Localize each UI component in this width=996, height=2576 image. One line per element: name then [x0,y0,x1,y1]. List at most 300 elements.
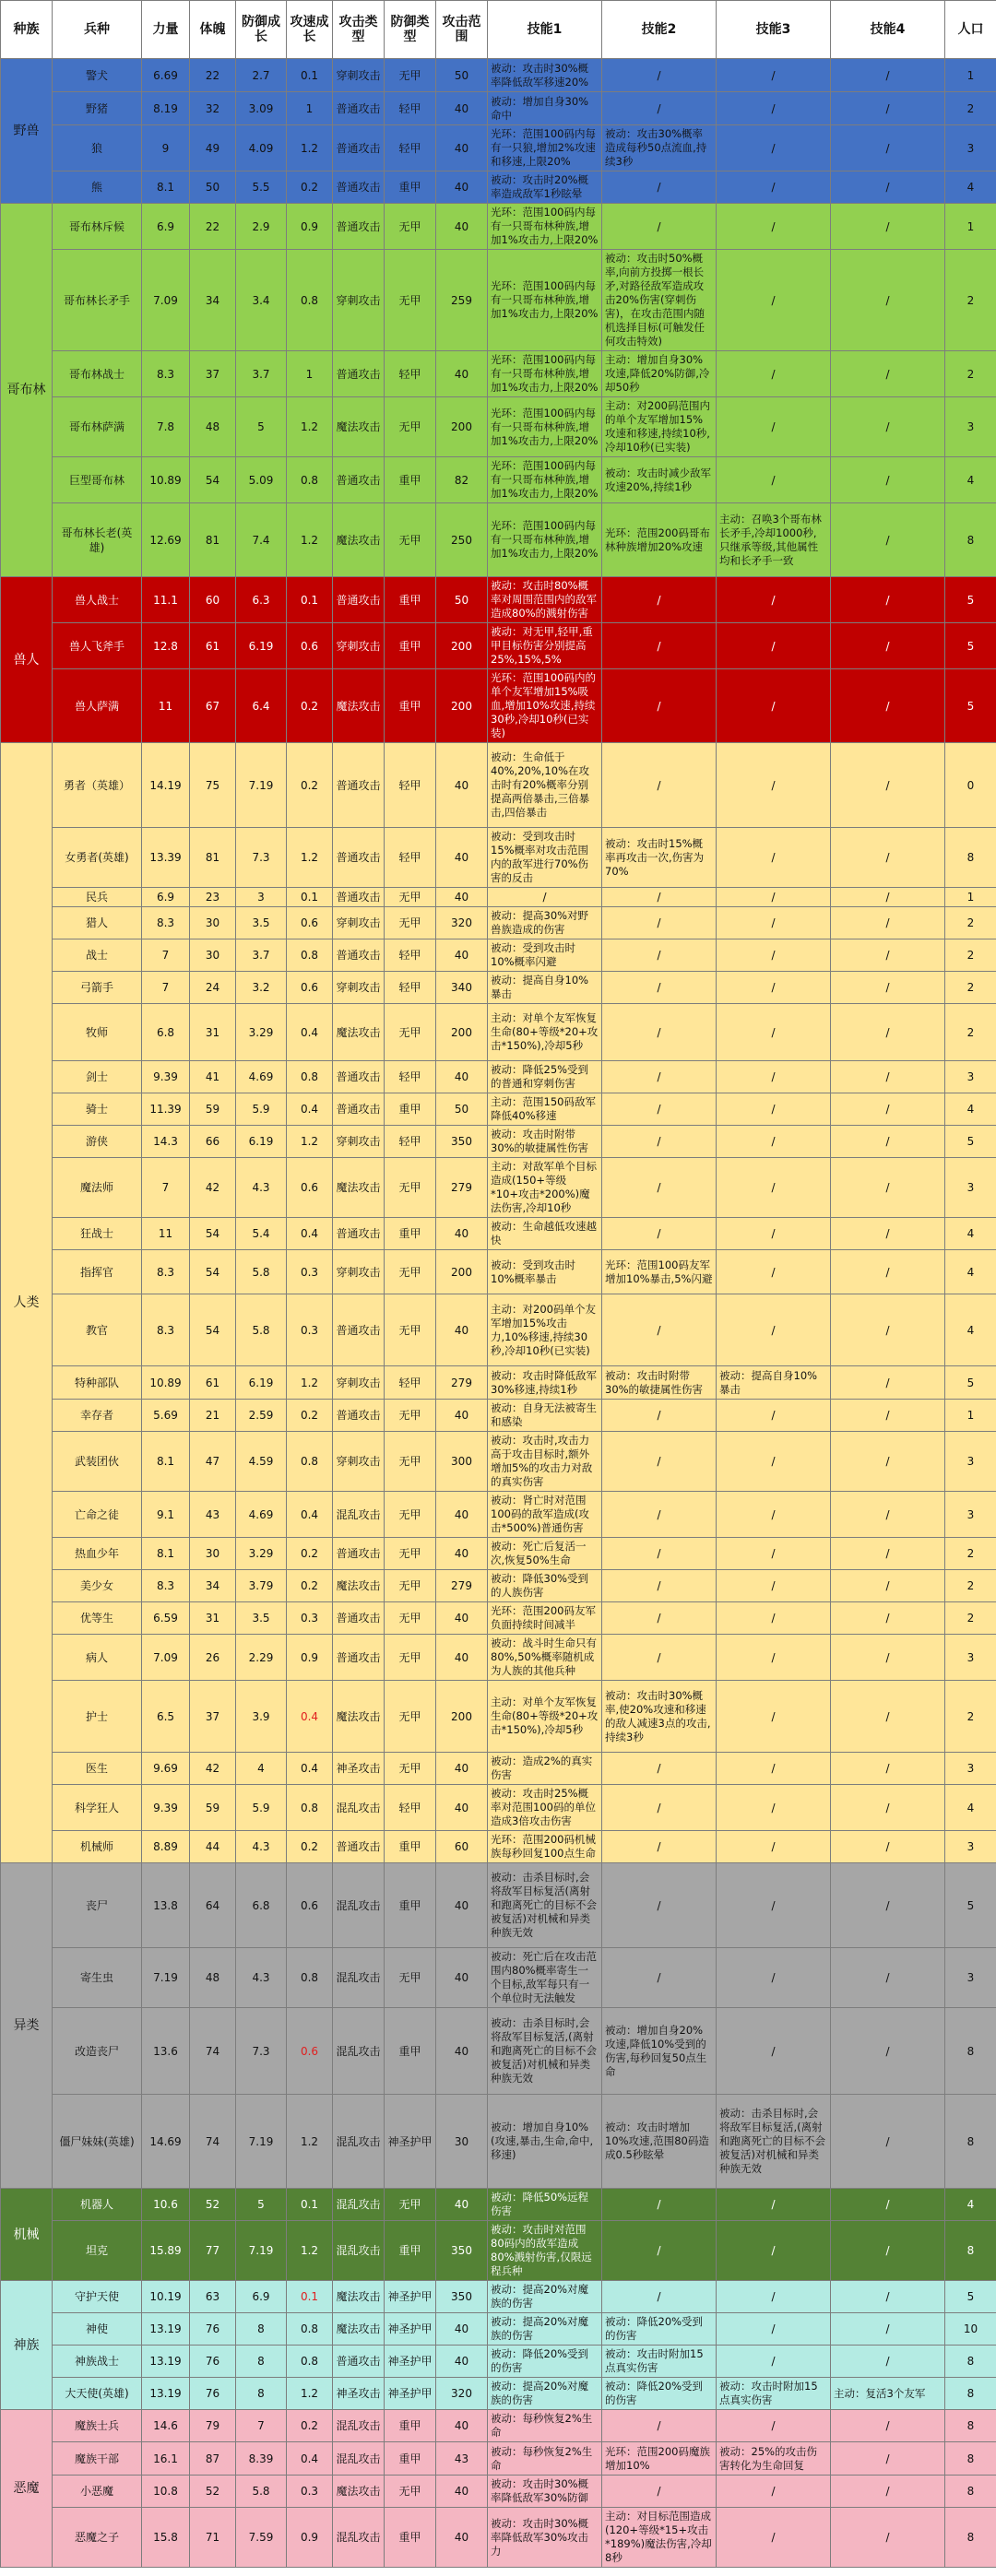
unit-name: 弓箭手 [53,972,142,1004]
cell-strength: 7.09 [142,250,190,351]
cell-skill-4: / [831,1432,945,1492]
table-row [1,2410,996,2442]
cell-skill-4: / [831,1294,945,1366]
cell-attack-type: 普通攻击 [333,171,385,204]
cell-skill-4: / [831,59,945,92]
cell-attack-range: 40 [436,743,488,828]
cell-defense-growth: 5.4 [236,1218,287,1250]
cell-defense-growth: 3.2 [236,972,287,1004]
cell-defense-growth: 4.69 [236,1061,287,1093]
cell-population: 4 [945,457,996,503]
race-group-cell: 人类 [1,743,53,1863]
cell-attack-speed-growth: 0.2 [287,2410,333,2442]
cell-strength: 11.39 [142,1093,190,1126]
unit-name: 兽人萨满 [53,669,142,743]
table-row [1,250,996,351]
cell-strength: 6.9 [142,204,190,250]
unit-name: 狼 [53,125,142,171]
race-group-cell: 神族 [1,2281,53,2410]
cell-attack-type: 穿刺攻击 [333,907,385,939]
cell-defense-growth: 8.39 [236,2442,287,2476]
cell-strength: 14.19 [142,743,190,828]
cell-armor-type: 无甲 [385,59,436,92]
cell-skill-4: / [831,669,945,743]
cell-armor-type: 无甲 [385,1492,436,1538]
header-skill-2: 技能2 [602,1,717,59]
cell-skill-2: / [602,2476,717,2508]
cell-skill-3: / [717,1681,831,1753]
cell-skill-2: / [602,1004,717,1061]
unit-name: 美少女 [53,1570,142,1602]
cell-attack-type: 普通攻击 [333,1061,385,1093]
table-row [1,1158,996,1218]
cell-attack-type: 穿刺攻击 [333,1366,385,1400]
cell-armor-type: 无甲 [385,503,436,577]
cell-attack-type: 普通攻击 [333,1602,385,1635]
cell-constitution: 30 [190,907,236,939]
cell-strength: 10.19 [142,2281,190,2313]
table-row [1,351,996,397]
cell-defense-growth: 6.19 [236,1366,287,1400]
cell-skill-4: / [831,397,945,457]
cell-population: 5 [945,623,996,669]
cell-attack-range: 40 [436,1492,488,1538]
cell-attack-type: 神圣攻击 [333,2378,385,2410]
cell-attack-speed-growth: 0.2 [287,1538,333,1570]
cell-attack-type: 普通攻击 [333,351,385,397]
cell-strength: 12.69 [142,503,190,577]
cell-attack-speed-growth: 0.8 [287,1432,333,1492]
cell-defense-growth: 3.9 [236,1681,287,1753]
cell-attack-range: 40 [436,828,488,888]
unit-name: 丧尸 [53,1863,142,1948]
cell-constitution: 60 [190,577,236,623]
cell-skill-1: 主动：对敌军单个目标造成(150+等级*10+攻击*200%)魔法伤害,冷却10秒 [488,1158,602,1218]
cell-attack-range: 300 [436,1432,488,1492]
cell-population: 8 [945,2410,996,2442]
cell-attack-type: 普通攻击 [333,204,385,250]
cell-skill-3: / [717,204,831,250]
cell-constitution: 31 [190,1004,236,1061]
cell-defense-growth: 2.9 [236,204,287,250]
cell-skill-2: / [602,1126,717,1158]
cell-armor-type: 轻甲 [385,125,436,171]
cell-population: 3 [945,397,996,457]
cell-attack-speed-growth: 0.8 [287,1948,333,2008]
cell-strength: 13.39 [142,828,190,888]
cell-skill-2: / [602,907,717,939]
cell-skill-3: / [717,2008,831,2095]
cell-skill-2: / [602,888,717,907]
cell-skill-1: 被动：生命低于40%,20%,10%在攻击时有20%概率分别提高两倍暴击,三倍暴击,四倍暴击 [488,743,602,828]
cell-attack-range: 60 [436,1831,488,1863]
cell-strength: 8.3 [142,1570,190,1602]
cell-constitution: 31 [190,1602,236,1635]
cell-population: 4 [945,1218,996,1250]
table-row [1,1538,996,1570]
cell-skill-2: / [602,1831,717,1863]
unit-name: 民兵 [53,888,142,907]
cell-attack-speed-growth: 0.2 [287,1831,333,1863]
cell-attack-speed-growth: 0.6 [287,972,333,1004]
cell-skill-3: / [717,1538,831,1570]
cell-skill-4: / [831,1004,945,1061]
cell-skill-3: / [717,907,831,939]
cell-attack-type: 魔法攻击 [333,2281,385,2313]
cell-strength: 8.3 [142,1250,190,1294]
cell-skill-3: / [717,1570,831,1602]
cell-skill-1: 光环：范围100码内每有一只哥布林种族,增加1%攻击力,上限20% [488,503,602,577]
cell-population: 5 [945,1126,996,1158]
table-row [1,204,996,250]
cell-skill-2: / [602,669,717,743]
table-row [1,2313,996,2346]
cell-skill-4: / [831,1681,945,1753]
cell-attack-speed-growth: 0.2 [287,1570,333,1602]
cell-skill-3: / [717,1753,831,1785]
cell-strength: 8.1 [142,1538,190,1570]
cell-attack-speed-growth: 0.4 [287,2442,333,2476]
cell-skill-4: / [831,1158,945,1218]
cell-attack-range: 40 [436,2508,488,2568]
cell-skill-1: 被动：降低20%受到的伤害 [488,2346,602,2378]
cell-constitution: 59 [190,1785,236,1831]
cell-skill-1: 被动：攻击时30%概率降低敌军30%攻击力 [488,2508,602,2568]
cell-strength: 11 [142,669,190,743]
cell-armor-type: 无甲 [385,1570,436,1602]
cell-attack-speed-growth: 0.1 [287,59,333,92]
cell-skill-2: / [602,2189,717,2221]
cell-attack-range: 40 [436,171,488,204]
unit-name: 哥布林长矛手 [53,250,142,351]
cell-skill-3: / [717,623,831,669]
cell-constitution: 63 [190,2281,236,2313]
cell-defense-growth: 5.8 [236,1250,287,1294]
cell-skill-2: / [602,92,717,125]
cell-armor-type: 神圣护甲 [385,2313,436,2346]
unit-name: 魔法师 [53,1158,142,1218]
cell-armor-type: 重甲 [385,171,436,204]
cell-skill-2: / [602,1538,717,1570]
cell-strength: 13.6 [142,2008,190,2095]
cell-armor-type: 无甲 [385,1602,436,1635]
cell-attack-speed-growth: 0.4 [287,1004,333,1061]
cell-attack-range: 200 [436,1681,488,1753]
cell-skill-1: 被动：生命越低攻速越快 [488,1218,602,1250]
cell-skill-4: / [831,2008,945,2095]
cell-population: 10 [945,2313,996,2346]
cell-skill-1: 被动：受到攻击时15%概率对攻击范围内的敌军进行70%伤害的反击 [488,828,602,888]
cell-skill-1: 被动：降低30%受到的人族伤害 [488,1570,602,1602]
cell-population: 2 [945,1602,996,1635]
cell-strength: 8.3 [142,351,190,397]
cell-attack-speed-growth: 0.4 [287,1093,333,1126]
cell-constitution: 44 [190,1831,236,1863]
cell-armor-type: 重甲 [385,1863,436,1948]
cell-defense-growth: 3.7 [236,939,287,972]
cell-constitution: 24 [190,972,236,1004]
cell-defense-growth: 7 [236,2410,287,2442]
cell-constitution: 52 [190,2189,236,2221]
cell-skill-3: / [717,1061,831,1093]
cell-armor-type: 重甲 [385,1093,436,1126]
cell-skill-4: / [831,1126,945,1158]
cell-skill-3: / [717,1294,831,1366]
cell-skill-4: / [831,888,945,907]
cell-attack-range: 40 [436,888,488,907]
table-row [1,1250,996,1294]
cell-skill-2: 被动：降低20%受到的伤害 [602,2313,717,2346]
cell-defense-growth: 4.3 [236,1948,287,2008]
table-row [1,457,996,503]
cell-constitution: 34 [190,250,236,351]
header-row [1,1,996,59]
cell-constitution: 49 [190,125,236,171]
cell-attack-speed-growth: 1.2 [287,503,333,577]
cell-population: 5 [945,1366,996,1400]
table-row [1,888,996,907]
cell-strength: 12.8 [142,623,190,669]
table-body [1,59,996,2568]
cell-constitution: 42 [190,1158,236,1218]
cell-defense-growth: 2.29 [236,1635,287,1681]
cell-armor-type: 轻甲 [385,743,436,828]
cell-armor-type: 神圣护甲 [385,2346,436,2378]
unit-name: 魔族干部 [53,2442,142,2476]
cell-constitution: 21 [190,1400,236,1432]
cell-strength: 13.19 [142,2346,190,2378]
cell-attack-range: 40 [436,2008,488,2095]
cell-skill-1: 被动：攻击时20%概率造成敌军1秒眩晕 [488,171,602,204]
cell-skill-4: / [831,171,945,204]
cell-skill-4: / [831,1753,945,1785]
cell-attack-speed-growth: 1.2 [287,125,333,171]
cell-armor-type: 重甲 [385,2008,436,2095]
cell-attack-speed-growth: 1.2 [287,828,333,888]
cell-skill-3: / [717,888,831,907]
cell-skill-1: 光环：范围100码内每有一只狼,增加2%攻速和移速,上限20% [488,125,602,171]
cell-attack-range: 43 [436,2442,488,2476]
cell-skill-1: 主动：范围150码敌军降低40%移速 [488,1093,602,1126]
cell-attack-speed-growth: 1 [287,351,333,397]
unit-name: 警犬 [53,59,142,92]
unit-name: 优等生 [53,1602,142,1635]
race-group-cell: 恶魔 [1,2410,53,2568]
cell-population: 4 [945,1250,996,1294]
cell-armor-type: 无甲 [385,1753,436,1785]
cell-attack-speed-growth: 0.8 [287,2346,333,2378]
table-row [1,1004,996,1061]
cell-skill-1: 被动：攻击时附带30%的敏捷属性伤害 [488,1126,602,1158]
table-row [1,397,996,457]
cell-armor-type: 无甲 [385,1294,436,1366]
cell-attack-range: 40 [436,2410,488,2442]
cell-attack-range: 40 [436,1294,488,1366]
cell-skill-3: / [717,457,831,503]
cell-skill-2: / [602,1061,717,1093]
cell-armor-type: 无甲 [385,1681,436,1753]
cell-attack-speed-growth: 0.6 [287,2008,333,2095]
cell-skill-4: / [831,1831,945,1863]
cell-constitution: 79 [190,2410,236,2442]
cell-skill-1: 光环：范围100码内每有一只哥布林种族,增加1%攻击力,上限20% [488,397,602,457]
cell-attack-speed-growth: 1.2 [287,2221,333,2281]
header-unit: 兵种 [53,1,142,59]
cell-skill-2: / [602,939,717,972]
cell-constitution: 61 [190,623,236,669]
header-strength: 力量 [142,1,190,59]
unit-name: 哥布林萨满 [53,397,142,457]
cell-constitution: 23 [190,888,236,907]
cell-defense-growth: 8 [236,2313,287,2346]
table-row [1,1948,996,2008]
cell-attack-type: 普通攻击 [333,1294,385,1366]
header-attack-speed-growth: 攻速成长 [287,1,333,59]
cell-armor-type: 无甲 [385,888,436,907]
cell-population: 2 [945,1538,996,1570]
cell-attack-range: 40 [436,125,488,171]
cell-skill-3: / [717,577,831,623]
cell-population: 3 [945,1492,996,1538]
cell-skill-3: / [717,351,831,397]
cell-attack-range: 40 [436,92,488,125]
cell-strength: 13.19 [142,2378,190,2410]
cell-attack-range: 40 [436,939,488,972]
cell-attack-type: 穿刺攻击 [333,972,385,1004]
header-population: 人口 [945,1,996,59]
unit-name: 骑士 [53,1093,142,1126]
cell-constitution: 76 [190,2313,236,2346]
cell-skill-2: 主动：对目标范围造成(120+等级*15+攻击*189%)魔法伤害,冷却8秒 [602,2508,717,2568]
cell-attack-speed-growth: 0.2 [287,669,333,743]
table-row [1,59,996,92]
cell-population: 8 [945,2508,996,2568]
table-row [1,743,996,828]
cell-defense-growth: 5.5 [236,171,287,204]
cell-attack-type: 混乱攻击 [333,1863,385,1948]
cell-skill-3: / [717,1126,831,1158]
cell-population: 8 [945,2476,996,2508]
cell-population: 3 [945,125,996,171]
cell-defense-growth: 8 [236,2378,287,2410]
cell-strength: 9.69 [142,1753,190,1785]
cell-strength: 11 [142,1218,190,1250]
unit-name: 机械师 [53,1831,142,1863]
table-row [1,1570,996,1602]
cell-constitution: 59 [190,1093,236,1126]
cell-strength: 7 [142,972,190,1004]
unit-name: 巨型哥布林 [53,457,142,503]
cell-skill-3: / [717,1158,831,1218]
cell-population: 1 [945,59,996,92]
cell-attack-type: 普通攻击 [333,1635,385,1681]
cell-attack-type: 混乱攻击 [333,2008,385,2095]
cell-skill-4: / [831,1863,945,1948]
cell-defense-growth: 5 [236,2189,287,2221]
table-row [1,2476,996,2508]
cell-skill-2: 被动：攻击时50%概率,向前方投掷一根长矛,对路径敌军造成攻击20%伤害(穿刺伤害)，在攻击范围内随机选择目标(可触发任何攻击特效) [602,250,717,351]
cell-skill-2: / [602,2281,717,2313]
cell-attack-range: 200 [436,397,488,457]
cell-attack-speed-growth: 0.8 [287,457,333,503]
table-row [1,939,996,972]
cell-defense-growth: 4.59 [236,1432,287,1492]
cell-defense-growth: 7.19 [236,2221,287,2281]
cell-constitution: 37 [190,351,236,397]
cell-skill-1: / [488,888,602,907]
cell-defense-growth: 2.59 [236,1400,287,1432]
cell-attack-range: 40 [436,2476,488,2508]
cell-strength: 15.8 [142,2508,190,2568]
cell-skill-4: / [831,1492,945,1538]
cell-defense-growth: 3.5 [236,907,287,939]
race-group-cell: 哥布林 [1,204,53,577]
cell-skill-1: 被动：击杀目标时,会将敌军目标复活(离射和跑离死亡的目标不会被复活)对机械和异类种族无效 [488,1863,602,1948]
cell-attack-speed-growth: 0.8 [287,1785,333,1831]
cell-defense-growth: 7.19 [236,2095,287,2189]
cell-skill-2: 被动：攻击时附加15点真实伤害 [602,2346,717,2378]
cell-skill-2: / [602,1294,717,1366]
cell-armor-type: 重甲 [385,457,436,503]
cell-skill-2: 被动：攻击时减少敌军攻速20%,持续1秒 [602,457,717,503]
cell-skill-1: 光环：范围100码内每有一只哥布林种族,增加1%攻击力,上限20% [488,250,602,351]
cell-skill-3: / [717,2221,831,2281]
cell-skill-2: / [602,577,717,623]
cell-skill-4: / [831,1948,945,2008]
unit-name: 勇者（英雄） [53,743,142,828]
cell-skill-1: 光环：范围200码友军负面持续时间减半 [488,1602,602,1635]
cell-population: 5 [945,577,996,623]
unit-name: 小恶魔 [53,2476,142,2508]
unit-name: 守护天使 [53,2281,142,2313]
cell-skill-3: / [717,1831,831,1863]
cell-attack-range: 40 [436,1400,488,1432]
cell-skill-2: 被动：降低20%受到的伤害 [602,2378,717,2410]
cell-defense-growth: 3.79 [236,1570,287,1602]
cell-skill-1: 被动：击杀目标时,会将敌军目标复活,(离射和跑离死亡的目标不会被复活)对机械和异类种族无效 [488,2008,602,2095]
cell-defense-growth: 5.09 [236,457,287,503]
cell-constitution: 71 [190,2508,236,2568]
cell-attack-type: 穿刺攻击 [333,623,385,669]
cell-skill-1: 被动：增加自身30%命中 [488,92,602,125]
cell-skill-1: 被动：攻击时,攻击力高于攻击目标时,额外增加5%的攻击力对敌的真实伤害 [488,1432,602,1492]
cell-attack-speed-growth: 0.3 [287,2476,333,2508]
cell-skill-1: 被动：降低25%受到的普通和穿刺伤害 [488,1061,602,1093]
table-row [1,623,996,669]
cell-skill-3: / [717,2476,831,2508]
cell-constitution: 66 [190,1126,236,1158]
cell-skill-4: / [831,1366,945,1400]
cell-attack-speed-growth: 0.6 [287,907,333,939]
cell-skill-4: / [831,351,945,397]
cell-attack-type: 魔法攻击 [333,2313,385,2346]
cell-skill-2: / [602,743,717,828]
cell-defense-growth: 3.7 [236,351,287,397]
cell-attack-range: 40 [436,1538,488,1570]
cell-population: 8 [945,828,996,888]
cell-attack-speed-growth: 0.2 [287,171,333,204]
table-row [1,1366,996,1400]
table-row [1,2281,996,2313]
cell-attack-speed-growth: 0.1 [287,888,333,907]
cell-strength: 10.89 [142,1366,190,1400]
table-row [1,1432,996,1492]
cell-constitution: 74 [190,2095,236,2189]
cell-skill-2: 光环：范围200码魔族增加10% [602,2442,717,2476]
cell-constitution: 48 [190,1948,236,2008]
cell-skill-1: 光环：范围200码机械族每秒回复100点生命 [488,1831,602,1863]
unit-name: 幸存者 [53,1400,142,1432]
